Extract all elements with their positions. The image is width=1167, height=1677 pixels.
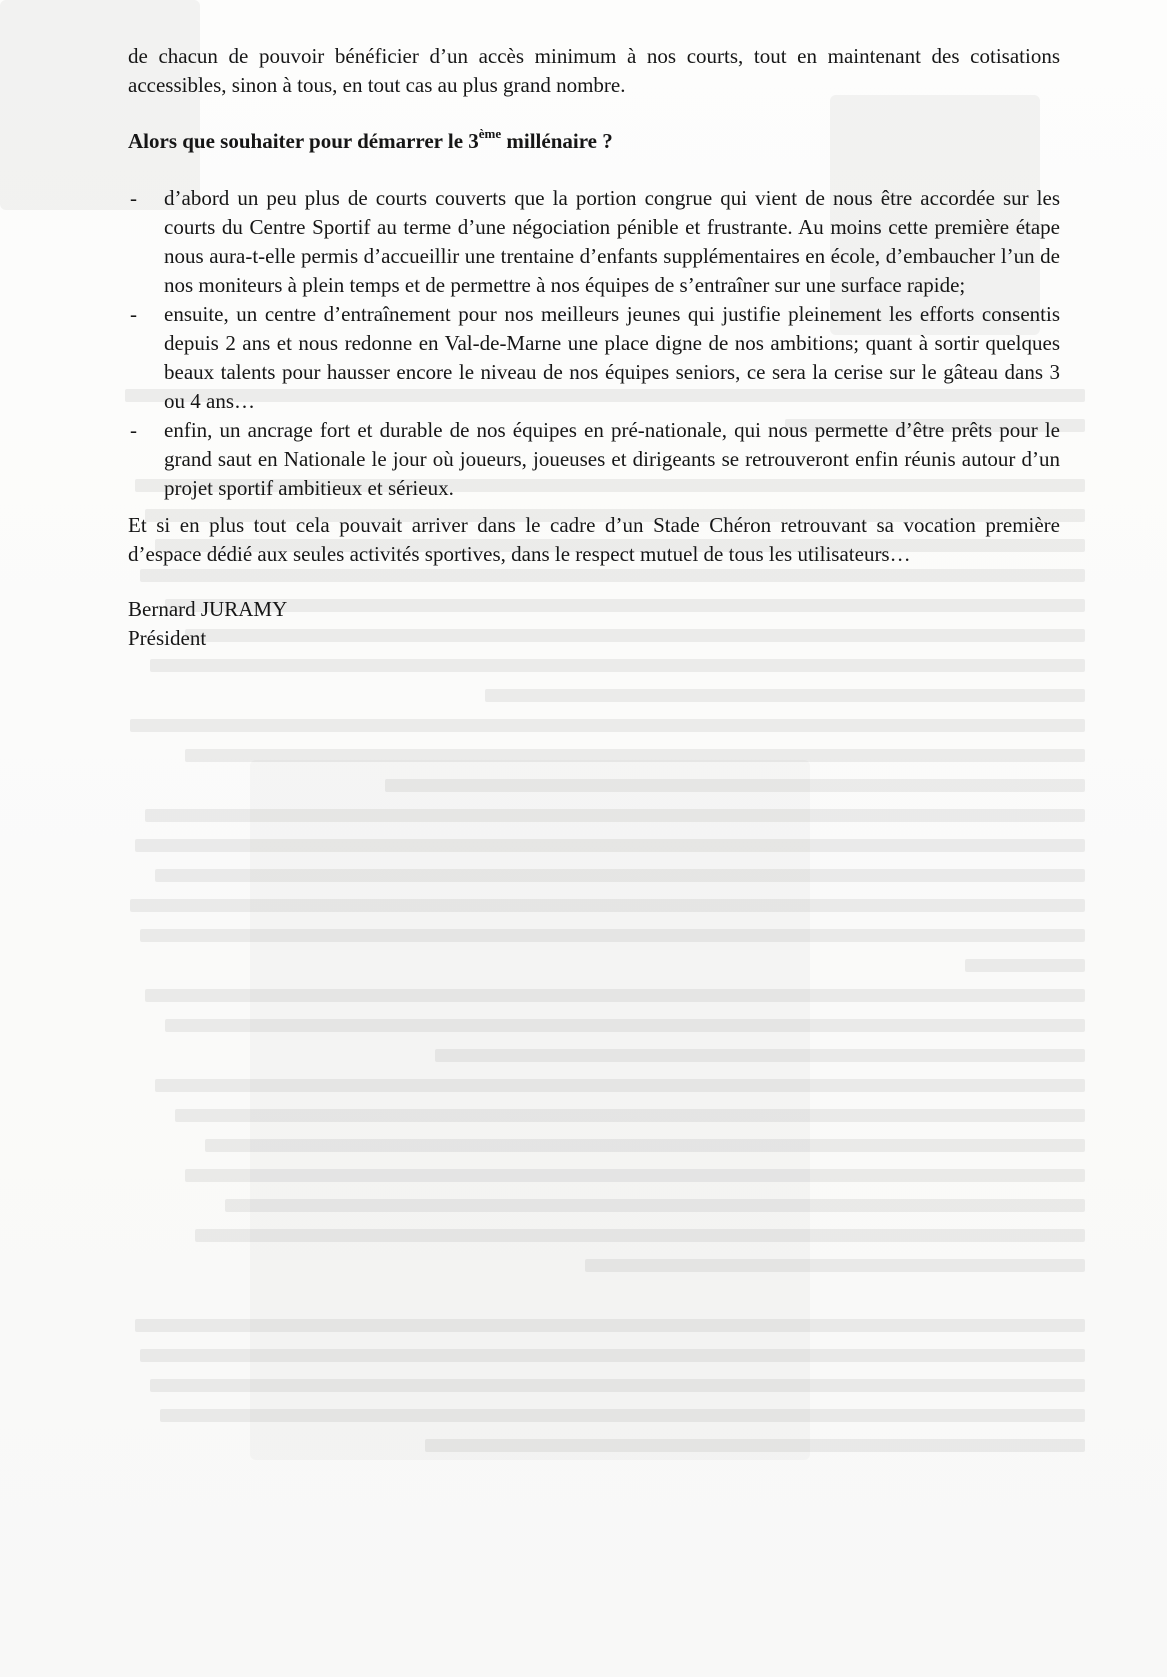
signatory-name: Bernard JURAMY xyxy=(128,597,288,621)
list-dash: - xyxy=(130,302,137,326)
signature-block xyxy=(128,595,1060,653)
heading-text: Alors que souhaiter pour démarrer le 3 xyxy=(128,129,479,153)
wish-list-item xyxy=(128,416,1060,503)
intro-paragraph: de chacun de pouvoir bénéficier d’un accès minimum à nos courts, tout en maintenant des cotisations accessibles, sinon à tous, en tout cas au plus grand nombre. xyxy=(128,44,1060,97)
list-dash: - xyxy=(130,186,137,210)
wish-text: ensuite, un centre d’entraînement pour nos meilleurs jeunes qui justifie pleinement les efforts consentis depuis 2 ans et nous redonne en Val-de-Marne une place digne de nos ambitions; quant à sortir quelques beaux talents pour hausser encore le niveau de nos équipes seniors, ce sera la cerise sur le gâteau dans 3 ou 4 ans… xyxy=(164,302,1060,413)
heading-superscript: ème xyxy=(478,126,502,141)
heading-text-end: millénaire ? xyxy=(501,129,613,153)
wish-list-item xyxy=(128,184,1060,300)
closing-paragraph: Et si en plus tout cela pouvait arriver dans le cadre d’un Stade Chéron retrouvant sa vocation première d’espace dédié aux seules activités sportives, dans le respect mutuel de tous les utilisateurs… xyxy=(128,513,1060,566)
letter-body xyxy=(128,42,1060,653)
wish-text: enfin, un ancrage fort et durable de nos équipes en pré-nationale, qui nous permette d’être prêts pour le grand saut en Nationale le jour où joueurs, joueuses et dirigeants se retrouveront enfin réunis autour d’un projet sportif ambitieux et sérieux. xyxy=(164,418,1060,500)
bleed-through-illustration xyxy=(250,760,810,1460)
list-dash: - xyxy=(130,418,137,442)
section-heading xyxy=(128,127,1060,156)
wish-list xyxy=(128,184,1060,503)
wish-list-item xyxy=(128,300,1060,416)
wish-text: d’abord un peu plus de courts couverts que la portion congrue qui vient de nous être accordée sur les courts du Centre Sportif au terme d’une négociation pénible et frustrante. Au moins cette première étape nous aura-t-elle permis d’accueillir une trentaine d’enfants supplémentaires en école, d’embaucher l’un de nos moniteurs à plein temps et de permettre à nos équipes de s’entraîner sur une surface rapide; xyxy=(164,186,1060,297)
signatory-title: Président xyxy=(128,626,207,650)
